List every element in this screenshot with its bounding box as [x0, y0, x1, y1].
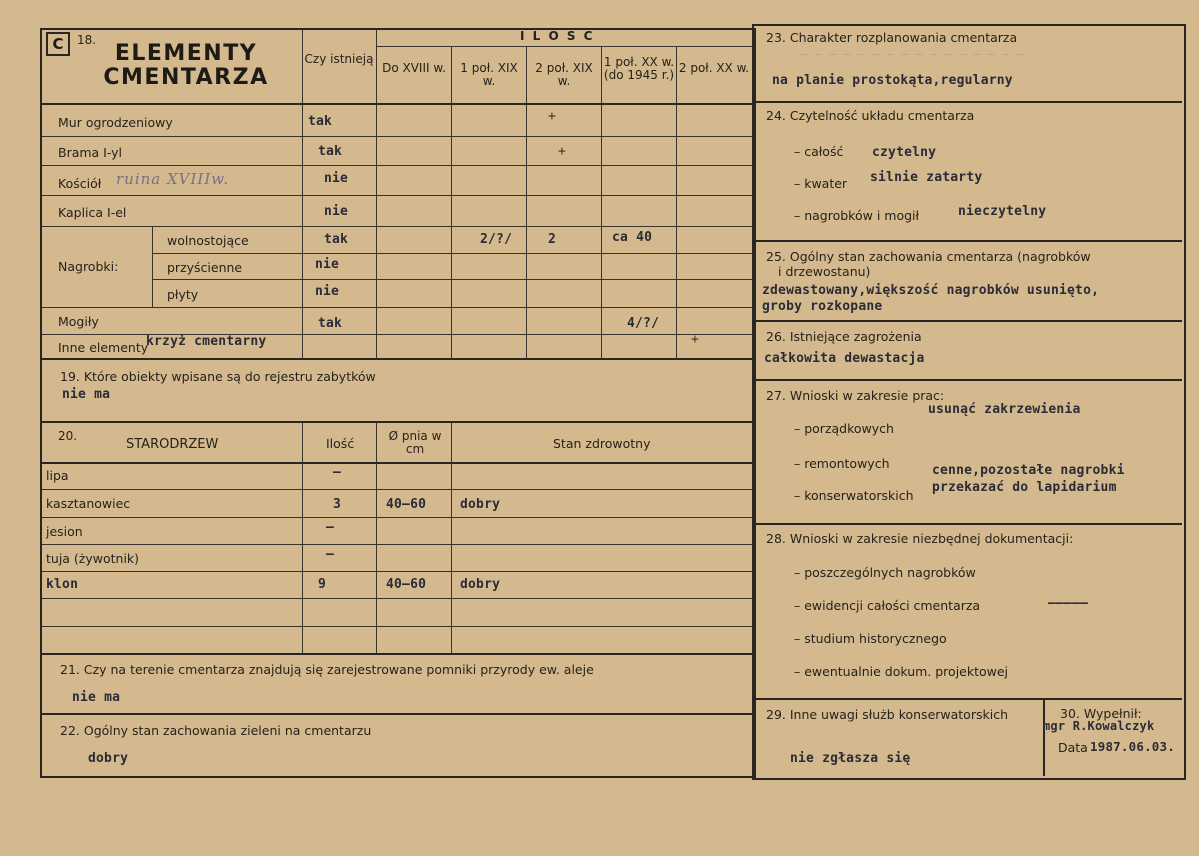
q24-item-calosc: – całość [794, 144, 844, 159]
nagrobki-plyty-label: płyty [167, 287, 199, 302]
mogily-czy: tak [318, 316, 343, 331]
q23-answer: na planie prostokąta,regularny [772, 73, 1013, 88]
inne-p5: + [691, 332, 699, 347]
period-col-4: 1 poł. XX w. (do 1945 r.) [603, 55, 675, 82]
mogily-label: Mogiły [58, 314, 99, 329]
q28-item-studium: – studium historycznego [794, 631, 947, 646]
q28-item-ewidencji: – ewidencji całości cmentarza [794, 598, 981, 613]
inne-value: krzyż cmentarny [146, 334, 267, 349]
q24-item-nagrobkow: – nagrobków i mogił [794, 208, 920, 223]
row-label-brama: Brama I-yl [58, 145, 123, 160]
tree-name-lipa: lipa [46, 468, 69, 483]
row-label-mur: Mur ogrodzeniowy [58, 115, 173, 130]
elements-title: ELEMENTY CMENTARZA [103, 41, 269, 91]
row-label-kosciol: Kościół [58, 176, 102, 191]
tree-ilosc-lipa: – [333, 465, 342, 480]
row-czy-brama: tak [318, 144, 343, 159]
q24-value-calosc: czytelny [872, 145, 937, 160]
q21-answer: nie ma [72, 690, 121, 705]
inne-label: Inne elementy [58, 340, 149, 355]
q27-label: 27. Wnioski w zakresie prac: [766, 388, 945, 403]
q30-date: 1987.06.03. [1090, 739, 1175, 754]
row-mark-mur: + [548, 109, 556, 124]
tree-name-tuja: tuja (żywotnik) [46, 551, 140, 566]
tree-stan-kasztanowiec: dobry [460, 497, 501, 512]
row-czy-kaplica: nie [324, 204, 349, 219]
period-col-1: Do XVIII w. [382, 61, 446, 75]
row-note-kosciol: ruina XVIIIw. [116, 170, 230, 188]
column-czy-istnieja: Czy istnieją [304, 52, 374, 66]
section-20-number: 20. [58, 429, 78, 443]
q29-answer: nie zgłasza się [790, 751, 911, 766]
nagrobki-przyscienne-czy: nie [315, 257, 340, 272]
period-col-5: 2 poł. XX w. [678, 61, 750, 75]
q28-item-projektowej: – ewentualnie dokum. projektowej [794, 664, 1009, 679]
period-col-3: 2 poł. XIX w. [535, 61, 593, 88]
q26-label: 26. Istniejące zagrożenia [766, 329, 922, 344]
section-letter-box: C [46, 32, 70, 56]
q27-item-konserwatorskich: – konserwatorskich [794, 488, 914, 503]
starodrzew-col-ilosc: Ilość [326, 436, 355, 451]
mogily-p4: 4/?/ [627, 316, 660, 331]
q27-item-porzadkowych: – porządkowych [794, 421, 894, 436]
row-mark-brama: + [558, 144, 566, 159]
tree-ilosc-jesion: – [326, 520, 335, 535]
q30-label: 30. Wypełnił: [1060, 706, 1142, 721]
row-czy-kosciol: nie [324, 171, 349, 186]
q25-label-line1: 25. Ogólny stan zachowania cmentarza (nagrobków [766, 249, 1091, 264]
q27-answer-kons-line1: cenne,pozostałe nagrobki [932, 463, 1125, 478]
tree-pnia-kasztanowiec: 40–60 [386, 497, 427, 512]
row-label-kaplica: Kaplica I-el [58, 205, 127, 220]
q22-label: 22. Ogólny stan zachowania zieleni na cmentarzu [60, 723, 372, 738]
starodrzew-col-pnia: Ø pnia w cm [388, 429, 442, 456]
q27-answer-porzadkowe: usunąć zakrzewienia [928, 402, 1081, 417]
q27-item-remontowych: – remontowych [794, 456, 890, 471]
q24-label: 24. Czytelność układu cmentarza [766, 108, 975, 123]
nagrobki-wolnostojace-p3: 2 [548, 232, 557, 247]
column-ilosc: I L O Ś Ć [520, 29, 595, 43]
tree-ilosc-kasztanowiec: 3 [333, 497, 342, 512]
tree-name-jesion: jesion [46, 524, 83, 539]
q29-label: 29. Inne uwagi służb konserwatorskich [766, 707, 1008, 722]
q24-value-nagrobkow: nieczytelny [958, 204, 1047, 219]
nagrobki-przyscienne-label: przyścienne [167, 260, 243, 275]
q24-item-kwater: – kwater [794, 176, 848, 191]
nagrobki-label: Nagrobki: [58, 259, 119, 274]
q19-answer: nie ma [62, 387, 111, 402]
q24-value-kwater: silnie zatarty [870, 170, 983, 185]
nagrobki-wolnostojace-p4: ca 40 [612, 230, 653, 245]
starodrzew-title: STARODRZEW [126, 437, 219, 452]
section-18-number: 18. [77, 33, 97, 47]
row-czy-mur: tak [308, 114, 333, 129]
q28-item-nagrobkow: – poszczególnych nagrobków [794, 565, 976, 580]
q25-label-line2: i drzewostanu) [778, 264, 871, 279]
q30-date-label: Data [1058, 740, 1088, 755]
tree-ilosc-klon: 9 [318, 577, 327, 592]
q28-label: 28. Wnioski w zakresie niezbędnej dokumentacji: [766, 531, 1074, 546]
nagrobki-plyty-czy: nie [315, 284, 340, 299]
q23-label: 23. Charakter rozplanowania cmentarza [766, 30, 1018, 45]
q23-faint-underlay: – – – – – – – – – – – – – – – – [800, 47, 1024, 61]
q28-dash-mark: —–––– [1048, 596, 1089, 611]
tree-stan-klon: dobry [460, 577, 501, 592]
nagrobki-wolnostojace-label: wolnostojące [167, 233, 249, 248]
nagrobki-wolnostojace-p2: 2/?/ [480, 232, 513, 247]
q30-name: mgr R.Kowalczyk [1043, 719, 1155, 733]
q27-answer-kons-line2: przekazać do lapidarium [932, 480, 1117, 495]
period-col-2: 1 poł. XIX w. [460, 61, 518, 88]
q26-answer: całkowita dewastacja [764, 351, 925, 366]
q25-answer-line1: zdewastowany,większość nagrobków usunięto, [762, 283, 1100, 298]
tree-name-kasztanowiec: kasztanowiec [46, 496, 131, 511]
q19-label: 19. Które obiekty wpisane są do rejestru zabytków [60, 369, 376, 384]
q25-answer-line2: groby rozkopane [762, 299, 883, 314]
starodrzew-col-stan: Stan zdrowotny [553, 436, 651, 451]
q21-label: 21. Czy na terenie cmentarza znajdują się zarejestrowane pomniki przyrody ew. aleje [60, 662, 594, 677]
tree-name-klon: klon [46, 577, 79, 592]
tree-ilosc-tuja: – [326, 547, 335, 562]
tree-pnia-klon: 40–60 [386, 577, 427, 592]
q22-answer: dobry [88, 751, 129, 766]
nagrobki-wolnostojace-czy: tak [324, 232, 349, 247]
